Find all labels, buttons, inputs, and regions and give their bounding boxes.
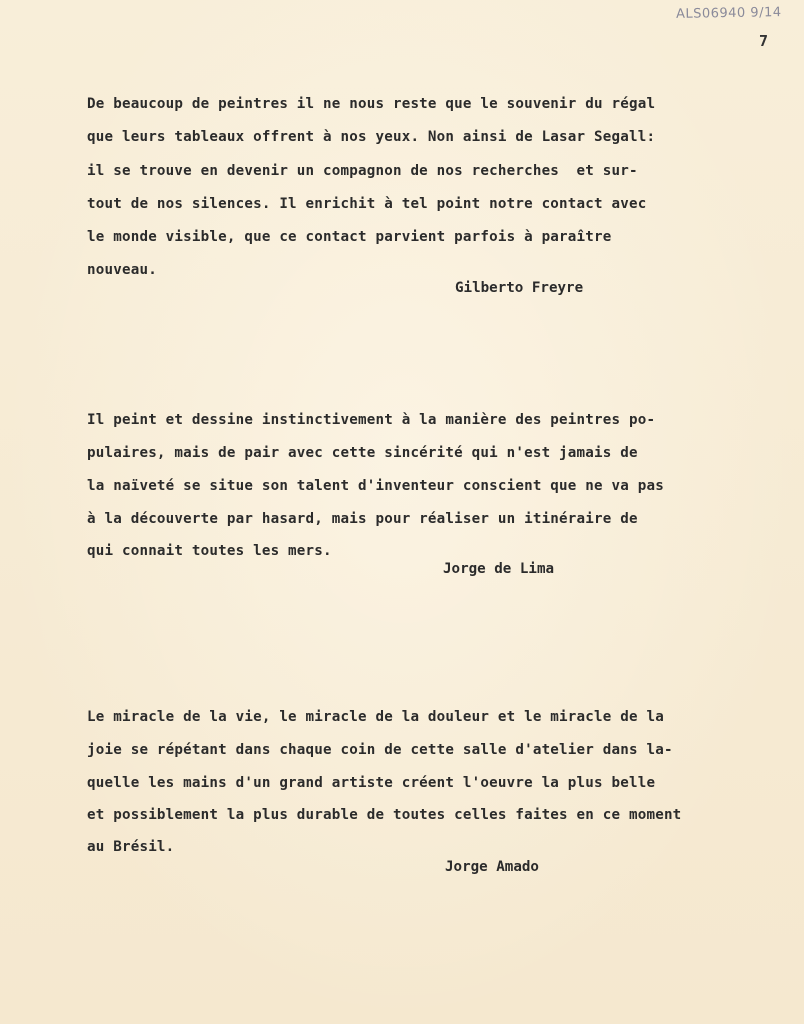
quote-line: quelle les mains d'un grand artiste créent l'oeuvre la plus belle bbox=[87, 775, 656, 791]
quote-line: au Brésil. bbox=[87, 839, 175, 855]
quote-author: Jorge Amado bbox=[445, 859, 539, 875]
quote-line: et possiblement la plus durable de toutes celles faites en ce moment bbox=[87, 807, 682, 823]
quote-line: joie se répétant dans chaque coin de cette salle d'atelier dans la- bbox=[87, 742, 673, 758]
quote-line: pulaires, mais de pair avec cette sincérité qui n'est jamais de bbox=[87, 445, 638, 461]
archive-reference: ALS06940 9/14 bbox=[675, 5, 782, 22]
page-number: 7 bbox=[759, 32, 769, 50]
quote-line: à la découverte par hasard, mais pour réaliser un itinéraire de bbox=[87, 511, 638, 527]
quote-line: la naïveté se situe son talent d'inventeur conscient que ne va pas bbox=[87, 478, 664, 494]
quote-author: Jorge de Lima bbox=[443, 561, 555, 577]
quote-line: il se trouve en devenir un compagnon de nos recherches et sur- bbox=[87, 163, 638, 179]
quote-line: De beaucoup de peintres il ne nous reste que le souvenir du régal bbox=[87, 96, 656, 112]
quote-line: le monde visible, que ce contact parvient parfois à paraître bbox=[87, 229, 612, 245]
quote-line: Le miracle de la vie, le miracle de la douleur et le miracle de la bbox=[87, 709, 664, 725]
quote-line: nouveau. bbox=[87, 262, 157, 278]
quote-author: Gilberto Freyre bbox=[455, 280, 584, 296]
quote-line: que leurs tableaux offrent à nos yeux. Non ainsi de Lasar Segall: bbox=[87, 129, 656, 145]
quote-line: qui connait toutes les mers. bbox=[87, 543, 332, 559]
quote-line: Il peint et dessine instinctivement à la manière des peintres po- bbox=[87, 412, 656, 428]
quote-line: tout de nos silences. Il enrichit à tel point notre contact avec bbox=[87, 196, 647, 212]
